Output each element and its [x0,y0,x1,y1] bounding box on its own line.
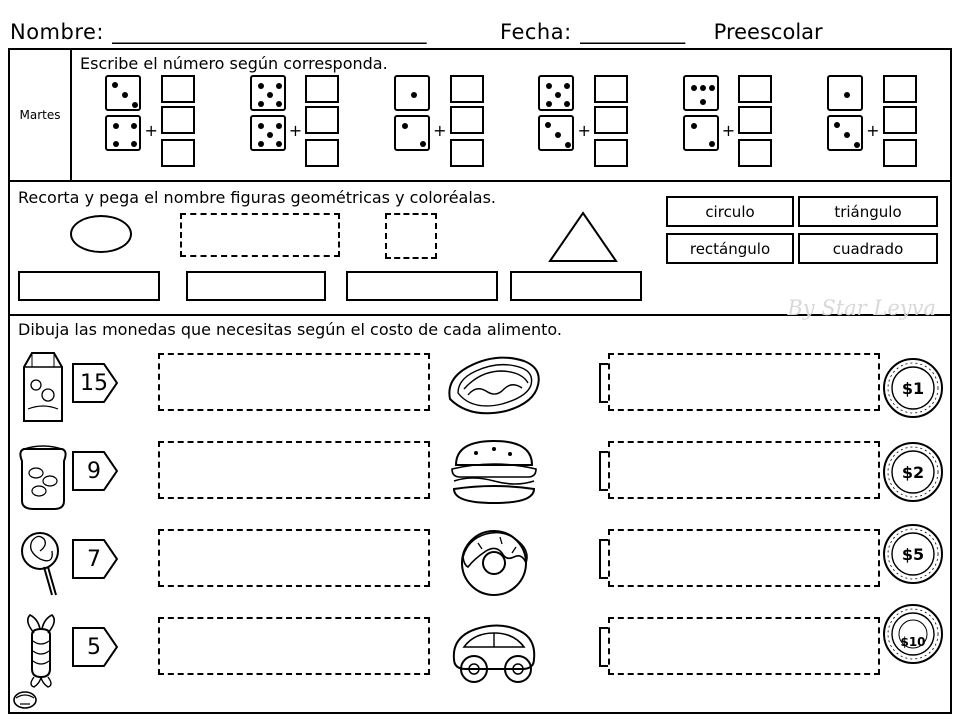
donut-icon [442,517,546,603]
money-grid [10,341,950,705]
coin-draw-area[interactable] [158,353,430,411]
coin-draw-area[interactable] [158,617,430,675]
answer-box-sum[interactable] [161,139,195,167]
candy-icon [14,607,72,689]
die-face-2 [683,115,719,151]
word-card-cuadrado[interactable]: cuadrado [798,233,938,264]
date-label: Fecha: [500,20,572,44]
price-tag [72,539,118,579]
answer-box-addend2[interactable] [305,106,339,134]
worksheet-header [0,0,960,46]
toy-car-icon [442,605,546,691]
coin-draw-area[interactable] [158,441,430,499]
money-row [10,517,950,605]
answer-box-sum[interactable] [883,139,917,167]
paste-box[interactable] [186,271,326,301]
square-shape-icon [385,213,437,259]
dice-problem [105,75,194,167]
name-label: Nombre: [10,20,105,44]
coin-value: $2 [901,462,925,482]
rectangle-shape-icon [180,213,340,257]
day-box [10,50,72,180]
paste-box[interactable] [18,271,160,301]
paste-box[interactable] [346,271,498,301]
price-value: 7 [87,546,101,572]
dice-problem [827,75,916,167]
paste-box[interactable] [510,271,642,301]
die-face-2 [394,115,430,151]
plus-sign: + [288,120,303,140]
section-money [10,316,950,710]
plus-sign: + [144,120,158,140]
answer-box-sum[interactable] [594,139,628,167]
coin-draw-area[interactable] [608,529,880,587]
hotdog-icon [442,341,546,427]
answer-box-addend2[interactable] [738,106,772,134]
coin-2-icon [882,441,944,503]
watermark-credit: By Star Leyva [787,296,936,320]
die-face-4 [683,75,719,111]
die-face-4 [105,115,141,151]
answer-box-addend1[interactable] [883,75,917,103]
answer-box-sum[interactable] [450,139,484,167]
coin-draw-area[interactable] [608,441,880,499]
answer-box-addend2[interactable] [161,106,195,134]
coin-10-icon [882,603,944,665]
coin-draw-area[interactable] [608,353,880,411]
answer-box-addend2[interactable] [450,106,484,134]
word-card-rectangulo[interactable]: rectángulo [666,233,794,264]
coin-draw-area[interactable] [158,529,430,587]
coin-value: $1 [901,378,925,398]
section-shapes [10,182,950,320]
answer-box-sum[interactable] [305,139,339,167]
money-instruction: Dibuja las monedas que necesitas según el costo de cada alimento. [18,320,562,339]
money-row [10,341,950,429]
plus-sign: + [866,120,880,140]
plus-sign: + [433,120,447,140]
day-label: Martes [19,108,61,122]
answer-box-addend1[interactable] [738,75,772,103]
dice-problem-row [72,73,950,167]
die-face-1 [394,75,430,111]
shapes-instruction: Recorta y pega el nombre figuras geométricas y coloréalas. [18,188,497,207]
dice-problem [538,75,627,167]
answer-box-sum[interactable] [738,139,772,167]
coin-draw-area[interactable] [608,617,880,675]
dice-instruction: Escribe el número según corresponda. [80,54,388,73]
die-face-3 [538,115,574,151]
coin-value: $10 [900,635,926,649]
publisher-logo-icon [12,688,38,710]
die-face-5 [538,75,574,111]
price-tag [72,363,118,403]
section-dice-sums [10,50,950,182]
lollipop-icon [14,519,72,601]
dice-problem [394,75,483,167]
money-row [10,429,950,517]
answer-box-addend1[interactable] [450,75,484,103]
answer-box-addend1[interactable] [594,75,628,103]
milk-carton-icon [14,343,72,425]
plus-sign: + [577,120,591,140]
price-tag [72,451,118,491]
date-write-line[interactable]: ___________ [579,20,685,44]
die-face-5 [250,75,286,111]
grade-label: Preescolar [713,20,823,44]
worksheet-frame [8,48,952,714]
plus-sign: + [721,120,736,140]
circle-shape-icon [70,215,132,253]
word-card-circulo[interactable]: circulo [666,196,794,227]
answer-box-addend2[interactable] [594,106,628,134]
name-write-line[interactable]: _________________________________ [112,20,426,44]
dice-problem [250,75,339,167]
coin-1-icon [882,357,944,419]
coin-value: $5 [901,544,925,564]
coin-column [878,345,948,701]
dice-problem [683,75,772,167]
answer-box-addend1[interactable] [305,75,339,103]
die-face-3 [827,115,863,151]
hamburger-icon [442,429,546,515]
die-face-5 [250,115,286,151]
die-face-1 [827,75,863,111]
price-value: 5 [87,634,101,660]
price-tag [72,627,118,667]
price-value: 15 [80,370,108,396]
word-card-triangulo[interactable]: triángulo [798,196,938,227]
chips-bag-icon [14,431,72,513]
price-value: 9 [87,458,101,484]
die-face-3 [105,75,141,111]
word-card-group [666,196,944,270]
money-row [10,605,950,693]
coin-5-icon [882,523,944,585]
answer-box-addend2[interactable] [883,106,917,134]
triangle-shape-icon [538,209,628,265]
answer-box-addend1[interactable] [161,75,195,103]
